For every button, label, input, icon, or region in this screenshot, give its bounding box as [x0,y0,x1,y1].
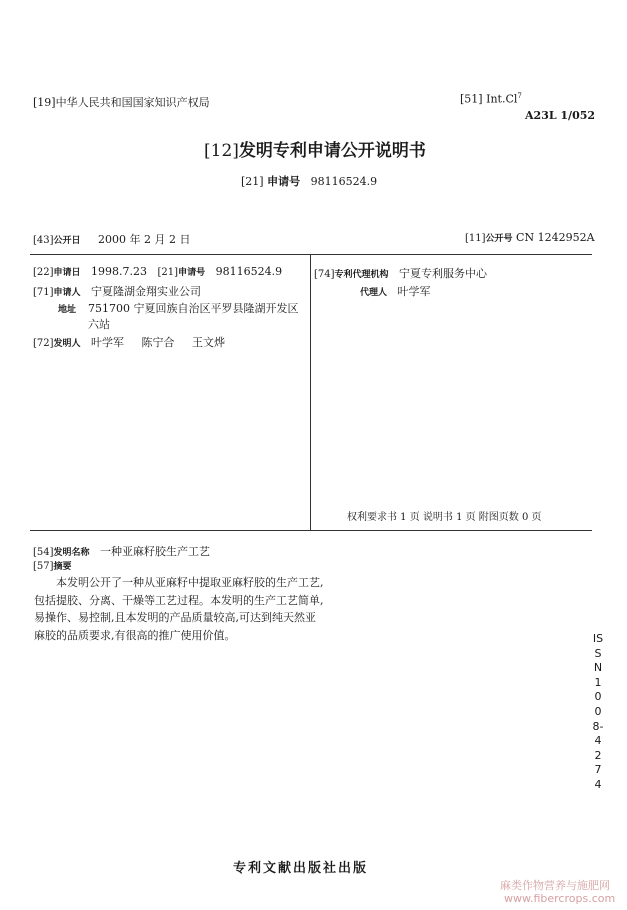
pubnum-label: 公开号 [485,234,513,244]
invention-name-label: 发明名称 [53,548,90,558]
abstract-text: 本发明公开了一种从亚麻籽中提取亚麻籽胶的生产工艺,包括提胶、分离、干燥等工艺过程。本发明的生产工艺简单,易操作、易控制,且本发明的产品质量较高,可达到纯天然亚麻胶的品质要求,有很高的推广使用价值。 [34,576,324,642]
invention-name-row [33,543,210,559]
application-code: [21] [241,175,264,188]
inventor-row [33,334,225,350]
address-line2: 六站 [88,318,110,331]
inventor-3: 王文烨 [192,336,226,349]
applicant: 宁夏隆湖金翔实业公司 [91,285,202,298]
application-label: 申请号 [267,175,301,188]
filing-date-code: [22] [33,267,54,278]
title-text: 发明专利申请公开说明书 [238,141,426,161]
pubdate-code: [43] [33,235,54,246]
applicant-row [33,283,201,299]
title-code: [12] [204,141,239,161]
inventor-1: 叶学军 [91,336,125,349]
filing-date-label: 申请日 [53,268,81,278]
intcl-sup: 7 [517,92,522,100]
biblio-divider [310,254,311,530]
invention-name-code: [54] [33,547,54,558]
office-code: [19] [33,96,56,109]
applicant-label: 申请人 [53,288,81,298]
inventor-label: 发明人 [53,339,81,349]
agent-label: 代理人 [360,288,388,298]
biblio-top-rule [30,254,592,255]
address-line1: 751700 宁夏回族自治区平罗县隆湖开发区 [88,302,299,315]
watermark-line1: 麻类作物营养与施肥网 [500,879,610,892]
inventor-code: [72] [33,338,54,349]
publication-number: CN 1242952A [516,231,595,244]
agent: 叶学军 [397,285,431,298]
inventor-2: 陈宁合 [141,336,175,349]
agency-row [314,265,487,281]
office-name: 中华人民共和国国家知识产权局 [55,96,210,109]
watermark-line2: www.fibercrops.com [504,892,616,905]
address-label: 地址 [58,305,77,315]
publisher: 专利文献出版社出版 [233,861,369,876]
publication-date: 2000 年 2 月 2 日 [98,233,191,246]
document-title [204,136,426,161]
intcl-code: [51] [460,92,483,106]
filing-date: 1998.7.23 [91,265,148,278]
application-line [241,173,377,189]
pubdate-label: 公开日 [53,236,81,246]
app-num-label: 申请号 [178,268,206,278]
abstract-code: [57] [33,561,54,572]
app-num: 98116524.9 [215,265,283,278]
intcl-line [460,92,522,106]
agency-code: [74] [314,269,335,280]
abstract-heading [33,559,72,572]
page-counts: 权利要求书 1 页 说明书 1 页 附图页数 0 页 [347,512,542,523]
agency-label: 专利代理机构 [334,270,389,280]
app-num-code: [21] [157,267,179,278]
applicant-code: [71] [33,287,54,298]
application-number: 98116524.9 [310,175,378,188]
issn-vertical: ISSN1008-4274 [592,632,604,791]
biblio-bottom-rule [30,530,592,531]
agency: 宁夏专利服务中心 [399,267,488,280]
office-line [33,94,210,110]
intcl-label: Int.Cl [486,92,518,106]
pubnum-code: [11] [465,233,486,244]
agent-row [360,283,431,299]
publication-date-line [33,231,191,247]
publication-number-line [465,231,595,244]
invention-name: 一种亚麻籽胶生产工艺 [100,545,211,558]
filing-date-row [33,265,282,278]
classification: A23L 1/052 [525,109,596,122]
abstract-label: 摘要 [53,562,72,572]
